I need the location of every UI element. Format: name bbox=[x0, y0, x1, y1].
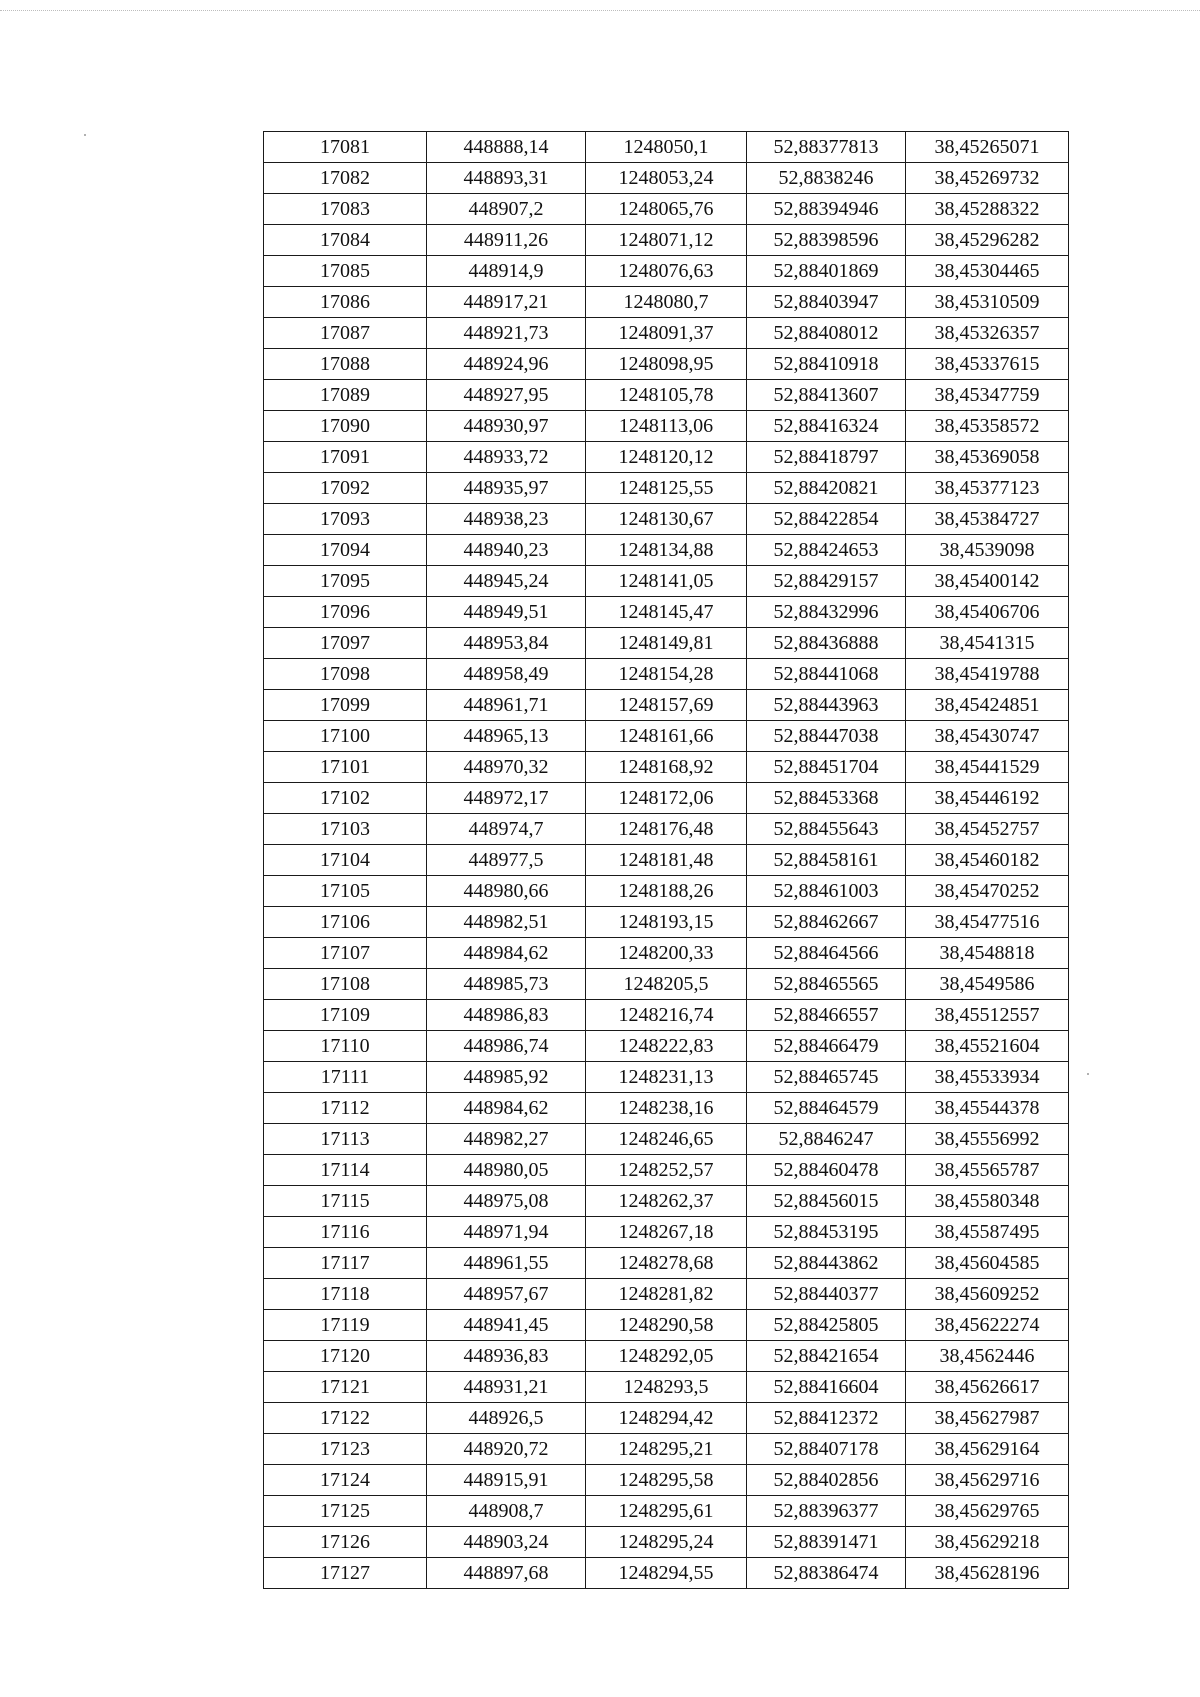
y-coordinate-cell: 1248134,88 bbox=[586, 535, 747, 566]
x-coordinate-cell: 448971,94 bbox=[427, 1217, 586, 1248]
latitude-cell: 52,88407178 bbox=[747, 1434, 906, 1465]
longitude-cell: 38,45629164 bbox=[906, 1434, 1069, 1465]
longitude-cell: 38,45544378 bbox=[906, 1093, 1069, 1124]
y-coordinate-cell: 1248294,55 bbox=[586, 1558, 747, 1589]
point-number-cell: 17115 bbox=[264, 1186, 427, 1217]
x-coordinate-cell: 448911,26 bbox=[427, 225, 586, 256]
x-coordinate-cell: 448982,51 bbox=[427, 907, 586, 938]
point-number-cell: 17108 bbox=[264, 969, 427, 1000]
point-number-cell: 17110 bbox=[264, 1031, 427, 1062]
point-number-cell: 17100 bbox=[264, 721, 427, 752]
latitude-cell: 52,88466557 bbox=[747, 1000, 906, 1031]
y-coordinate-cell: 1248050,1 bbox=[586, 132, 747, 163]
x-coordinate-cell: 448972,17 bbox=[427, 783, 586, 814]
x-coordinate-cell: 448897,68 bbox=[427, 1558, 586, 1589]
x-coordinate-cell: 448984,62 bbox=[427, 1093, 586, 1124]
longitude-cell: 38,45533934 bbox=[906, 1062, 1069, 1093]
longitude-cell: 38,45629218 bbox=[906, 1527, 1069, 1558]
x-coordinate-cell: 448945,24 bbox=[427, 566, 586, 597]
x-coordinate-cell: 448926,5 bbox=[427, 1403, 586, 1434]
longitude-cell: 38,45304465 bbox=[906, 256, 1069, 287]
y-coordinate-cell: 1248231,13 bbox=[586, 1062, 747, 1093]
y-coordinate-cell: 1248071,12 bbox=[586, 225, 747, 256]
x-coordinate-cell: 448984,62 bbox=[427, 938, 586, 969]
latitude-cell: 52,88460478 bbox=[747, 1155, 906, 1186]
latitude-cell: 52,88465745 bbox=[747, 1062, 906, 1093]
y-coordinate-cell: 1248295,21 bbox=[586, 1434, 747, 1465]
latitude-cell: 52,88441068 bbox=[747, 659, 906, 690]
y-coordinate-cell: 1248172,06 bbox=[586, 783, 747, 814]
x-coordinate-cell: 448914,9 bbox=[427, 256, 586, 287]
y-coordinate-cell: 1248252,57 bbox=[586, 1155, 747, 1186]
point-number-cell: 17109 bbox=[264, 1000, 427, 1031]
x-coordinate-cell: 448924,96 bbox=[427, 349, 586, 380]
longitude-cell: 38,45358572 bbox=[906, 411, 1069, 442]
latitude-cell: 52,88422854 bbox=[747, 504, 906, 535]
point-number-cell: 17086 bbox=[264, 287, 427, 318]
table-row bbox=[264, 876, 1069, 907]
x-coordinate-cell: 448961,55 bbox=[427, 1248, 586, 1279]
point-number-cell: 17082 bbox=[264, 163, 427, 194]
latitude-cell: 52,88386474 bbox=[747, 1558, 906, 1589]
y-coordinate-cell: 1248176,48 bbox=[586, 814, 747, 845]
longitude-cell: 38,45326357 bbox=[906, 318, 1069, 349]
y-coordinate-cell: 1248281,82 bbox=[586, 1279, 747, 1310]
table-row bbox=[264, 938, 1069, 969]
table-row bbox=[264, 659, 1069, 690]
table-row bbox=[264, 504, 1069, 535]
x-coordinate-cell: 448985,92 bbox=[427, 1062, 586, 1093]
y-coordinate-cell: 1248168,92 bbox=[586, 752, 747, 783]
point-number-cell: 17125 bbox=[264, 1496, 427, 1527]
y-coordinate-cell: 1248295,24 bbox=[586, 1527, 747, 1558]
table-row bbox=[264, 1434, 1069, 1465]
y-coordinate-cell: 1248216,74 bbox=[586, 1000, 747, 1031]
latitude-cell: 52,88410918 bbox=[747, 349, 906, 380]
table-row bbox=[264, 442, 1069, 473]
latitude-cell: 52,88391471 bbox=[747, 1527, 906, 1558]
longitude-cell: 38,45265071 bbox=[906, 132, 1069, 163]
y-coordinate-cell: 1248238,16 bbox=[586, 1093, 747, 1124]
point-number-cell: 17084 bbox=[264, 225, 427, 256]
latitude-cell: 52,88396377 bbox=[747, 1496, 906, 1527]
longitude-cell: 38,45626617 bbox=[906, 1372, 1069, 1403]
x-coordinate-cell: 448941,45 bbox=[427, 1310, 586, 1341]
point-number-cell: 17127 bbox=[264, 1558, 427, 1589]
y-coordinate-cell: 1248290,58 bbox=[586, 1310, 747, 1341]
latitude-cell: 52,88462667 bbox=[747, 907, 906, 938]
latitude-cell: 52,88398596 bbox=[747, 225, 906, 256]
latitude-cell: 52,88451704 bbox=[747, 752, 906, 783]
x-coordinate-cell: 448974,7 bbox=[427, 814, 586, 845]
longitude-cell: 38,45556992 bbox=[906, 1124, 1069, 1155]
longitude-cell: 38,45628196 bbox=[906, 1558, 1069, 1589]
longitude-cell: 38,45337615 bbox=[906, 349, 1069, 380]
coordinate-table bbox=[263, 131, 1069, 1589]
longitude-cell: 38,45477516 bbox=[906, 907, 1069, 938]
longitude-cell: 38,45452757 bbox=[906, 814, 1069, 845]
point-number-cell: 17102 bbox=[264, 783, 427, 814]
x-coordinate-cell: 448931,21 bbox=[427, 1372, 586, 1403]
y-coordinate-cell: 1248294,42 bbox=[586, 1403, 747, 1434]
longitude-cell: 38,45296282 bbox=[906, 225, 1069, 256]
x-coordinate-cell: 448930,97 bbox=[427, 411, 586, 442]
table-row bbox=[264, 349, 1069, 380]
table-row bbox=[264, 907, 1069, 938]
longitude-cell: 38,45629765 bbox=[906, 1496, 1069, 1527]
x-coordinate-cell: 448903,24 bbox=[427, 1527, 586, 1558]
scan-speck bbox=[84, 134, 86, 136]
point-number-cell: 17105 bbox=[264, 876, 427, 907]
coordinate-table-container bbox=[263, 131, 1063, 1589]
latitude-cell: 52,88447038 bbox=[747, 721, 906, 752]
latitude-cell: 52,88464566 bbox=[747, 938, 906, 969]
point-number-cell: 17103 bbox=[264, 814, 427, 845]
longitude-cell: 38,4541315 bbox=[906, 628, 1069, 659]
point-number-cell: 17112 bbox=[264, 1093, 427, 1124]
latitude-cell: 52,88436888 bbox=[747, 628, 906, 659]
longitude-cell: 38,45627987 bbox=[906, 1403, 1069, 1434]
y-coordinate-cell: 1248295,58 bbox=[586, 1465, 747, 1496]
point-number-cell: 17117 bbox=[264, 1248, 427, 1279]
longitude-cell: 38,4549586 bbox=[906, 969, 1069, 1000]
longitude-cell: 38,45629716 bbox=[906, 1465, 1069, 1496]
table-row bbox=[264, 256, 1069, 287]
y-coordinate-cell: 1248295,61 bbox=[586, 1496, 747, 1527]
latitude-cell: 52,88420821 bbox=[747, 473, 906, 504]
y-coordinate-cell: 1248098,95 bbox=[586, 349, 747, 380]
point-number-cell: 17091 bbox=[264, 442, 427, 473]
x-coordinate-cell: 448965,13 bbox=[427, 721, 586, 752]
y-coordinate-cell: 1248105,78 bbox=[586, 380, 747, 411]
longitude-cell: 38,45441529 bbox=[906, 752, 1069, 783]
longitude-cell: 38,45521604 bbox=[906, 1031, 1069, 1062]
latitude-cell: 52,88401869 bbox=[747, 256, 906, 287]
longitude-cell: 38,45369058 bbox=[906, 442, 1069, 473]
x-coordinate-cell: 448921,73 bbox=[427, 318, 586, 349]
x-coordinate-cell: 448949,51 bbox=[427, 597, 586, 628]
y-coordinate-cell: 1248292,05 bbox=[586, 1341, 747, 1372]
x-coordinate-cell: 448958,49 bbox=[427, 659, 586, 690]
point-number-cell: 17098 bbox=[264, 659, 427, 690]
longitude-cell: 38,45587495 bbox=[906, 1217, 1069, 1248]
point-number-cell: 17085 bbox=[264, 256, 427, 287]
longitude-cell: 38,45565787 bbox=[906, 1155, 1069, 1186]
x-coordinate-cell: 448920,72 bbox=[427, 1434, 586, 1465]
x-coordinate-cell: 448915,91 bbox=[427, 1465, 586, 1496]
point-number-cell: 17088 bbox=[264, 349, 427, 380]
latitude-cell: 52,88403947 bbox=[747, 287, 906, 318]
point-number-cell: 17122 bbox=[264, 1403, 427, 1434]
table-row bbox=[264, 1155, 1069, 1186]
table-row bbox=[264, 1217, 1069, 1248]
table-row bbox=[264, 1031, 1069, 1062]
longitude-cell: 38,45622274 bbox=[906, 1310, 1069, 1341]
point-number-cell: 17111 bbox=[264, 1062, 427, 1093]
point-number-cell: 17097 bbox=[264, 628, 427, 659]
x-coordinate-cell: 448986,83 bbox=[427, 1000, 586, 1031]
longitude-cell: 38,45377123 bbox=[906, 473, 1069, 504]
latitude-cell: 52,88424653 bbox=[747, 535, 906, 566]
x-coordinate-cell: 448975,08 bbox=[427, 1186, 586, 1217]
y-coordinate-cell: 1248205,5 bbox=[586, 969, 747, 1000]
longitude-cell: 38,4562446 bbox=[906, 1341, 1069, 1372]
table-row bbox=[264, 163, 1069, 194]
y-coordinate-cell: 1248141,05 bbox=[586, 566, 747, 597]
x-coordinate-cell: 448957,67 bbox=[427, 1279, 586, 1310]
x-coordinate-cell: 448888,14 bbox=[427, 132, 586, 163]
x-coordinate-cell: 448940,23 bbox=[427, 535, 586, 566]
longitude-cell: 38,45288322 bbox=[906, 194, 1069, 225]
longitude-cell: 38,4539098 bbox=[906, 535, 1069, 566]
latitude-cell: 52,88458161 bbox=[747, 845, 906, 876]
point-number-cell: 17089 bbox=[264, 380, 427, 411]
y-coordinate-cell: 1248222,83 bbox=[586, 1031, 747, 1062]
point-number-cell: 17120 bbox=[264, 1341, 427, 1372]
latitude-cell: 52,88440377 bbox=[747, 1279, 906, 1310]
x-coordinate-cell: 448986,74 bbox=[427, 1031, 586, 1062]
x-coordinate-cell: 448935,97 bbox=[427, 473, 586, 504]
table-row bbox=[264, 1248, 1069, 1279]
longitude-cell: 38,45384727 bbox=[906, 504, 1069, 535]
latitude-cell: 52,88413607 bbox=[747, 380, 906, 411]
latitude-cell: 52,88416604 bbox=[747, 1372, 906, 1403]
table-row bbox=[264, 1124, 1069, 1155]
y-coordinate-cell: 1248157,69 bbox=[586, 690, 747, 721]
y-coordinate-cell: 1248145,47 bbox=[586, 597, 747, 628]
y-coordinate-cell: 1248053,24 bbox=[586, 163, 747, 194]
y-coordinate-cell: 1248200,33 bbox=[586, 938, 747, 969]
latitude-cell: 52,88377813 bbox=[747, 132, 906, 163]
longitude-cell: 38,45604585 bbox=[906, 1248, 1069, 1279]
point-number-cell: 17090 bbox=[264, 411, 427, 442]
latitude-cell: 52,88408012 bbox=[747, 318, 906, 349]
table-row bbox=[264, 318, 1069, 349]
y-coordinate-cell: 1248267,18 bbox=[586, 1217, 747, 1248]
table-row bbox=[264, 287, 1069, 318]
y-coordinate-cell: 1248125,55 bbox=[586, 473, 747, 504]
table-row bbox=[264, 194, 1069, 225]
latitude-cell: 52,88418797 bbox=[747, 442, 906, 473]
table-row bbox=[264, 1093, 1069, 1124]
table-row bbox=[264, 1341, 1069, 1372]
point-number-cell: 17118 bbox=[264, 1279, 427, 1310]
longitude-cell: 38,45424851 bbox=[906, 690, 1069, 721]
point-number-cell: 17116 bbox=[264, 1217, 427, 1248]
latitude-cell: 52,8846247 bbox=[747, 1124, 906, 1155]
y-coordinate-cell: 1248080,7 bbox=[586, 287, 747, 318]
longitude-cell: 38,45269732 bbox=[906, 163, 1069, 194]
y-coordinate-cell: 1248161,66 bbox=[586, 721, 747, 752]
y-coordinate-cell: 1248113,06 bbox=[586, 411, 747, 442]
x-coordinate-cell: 448985,73 bbox=[427, 969, 586, 1000]
point-number-cell: 17121 bbox=[264, 1372, 427, 1403]
longitude-cell: 38,45470252 bbox=[906, 876, 1069, 907]
x-coordinate-cell: 448917,21 bbox=[427, 287, 586, 318]
longitude-cell: 38,45406706 bbox=[906, 597, 1069, 628]
y-coordinate-cell: 1248149,81 bbox=[586, 628, 747, 659]
table-row bbox=[264, 1403, 1069, 1434]
point-number-cell: 17095 bbox=[264, 566, 427, 597]
y-coordinate-cell: 1248130,67 bbox=[586, 504, 747, 535]
x-coordinate-cell: 448893,31 bbox=[427, 163, 586, 194]
x-coordinate-cell: 448936,83 bbox=[427, 1341, 586, 1372]
latitude-cell: 52,88455643 bbox=[747, 814, 906, 845]
latitude-cell: 52,88465565 bbox=[747, 969, 906, 1000]
point-number-cell: 17119 bbox=[264, 1310, 427, 1341]
y-coordinate-cell: 1248262,37 bbox=[586, 1186, 747, 1217]
point-number-cell: 17094 bbox=[264, 535, 427, 566]
point-number-cell: 17107 bbox=[264, 938, 427, 969]
point-number-cell: 17101 bbox=[264, 752, 427, 783]
longitude-cell: 38,4548818 bbox=[906, 938, 1069, 969]
point-number-cell: 17093 bbox=[264, 504, 427, 535]
table-row bbox=[264, 783, 1069, 814]
latitude-cell: 52,88412372 bbox=[747, 1403, 906, 1434]
y-coordinate-cell: 1248293,5 bbox=[586, 1372, 747, 1403]
table-row bbox=[264, 1496, 1069, 1527]
y-coordinate-cell: 1248120,12 bbox=[586, 442, 747, 473]
latitude-cell: 52,88402856 bbox=[747, 1465, 906, 1496]
longitude-cell: 38,45446192 bbox=[906, 783, 1069, 814]
x-coordinate-cell: 448953,84 bbox=[427, 628, 586, 659]
table-row bbox=[264, 1527, 1069, 1558]
latitude-cell: 52,88394946 bbox=[747, 194, 906, 225]
latitude-cell: 52,88461003 bbox=[747, 876, 906, 907]
table-row bbox=[264, 752, 1069, 783]
table-row bbox=[264, 628, 1069, 659]
y-coordinate-cell: 1248246,65 bbox=[586, 1124, 747, 1155]
longitude-cell: 38,45419788 bbox=[906, 659, 1069, 690]
table-row bbox=[264, 225, 1069, 256]
y-coordinate-cell: 1248278,68 bbox=[586, 1248, 747, 1279]
table-row bbox=[264, 597, 1069, 628]
point-number-cell: 17087 bbox=[264, 318, 427, 349]
point-number-cell: 17114 bbox=[264, 1155, 427, 1186]
latitude-cell: 52,88456015 bbox=[747, 1186, 906, 1217]
latitude-cell: 52,88443862 bbox=[747, 1248, 906, 1279]
y-coordinate-cell: 1248076,63 bbox=[586, 256, 747, 287]
longitude-cell: 38,45400142 bbox=[906, 566, 1069, 597]
latitude-cell: 52,8838246 bbox=[747, 163, 906, 194]
longitude-cell: 38,45310509 bbox=[906, 287, 1069, 318]
table-row bbox=[264, 566, 1069, 597]
latitude-cell: 52,88453195 bbox=[747, 1217, 906, 1248]
point-number-cell: 17104 bbox=[264, 845, 427, 876]
table-row bbox=[264, 690, 1069, 721]
table-row bbox=[264, 1186, 1069, 1217]
latitude-cell: 52,88464579 bbox=[747, 1093, 906, 1124]
latitude-cell: 52,88443963 bbox=[747, 690, 906, 721]
point-number-cell: 17081 bbox=[264, 132, 427, 163]
y-coordinate-cell: 1248181,48 bbox=[586, 845, 747, 876]
y-coordinate-cell: 1248188,26 bbox=[586, 876, 747, 907]
table-row bbox=[264, 845, 1069, 876]
x-coordinate-cell: 448982,27 bbox=[427, 1124, 586, 1155]
longitude-cell: 38,45580348 bbox=[906, 1186, 1069, 1217]
table-row bbox=[264, 380, 1069, 411]
point-number-cell: 17083 bbox=[264, 194, 427, 225]
y-coordinate-cell: 1248091,37 bbox=[586, 318, 747, 349]
point-number-cell: 17113 bbox=[264, 1124, 427, 1155]
y-coordinate-cell: 1248065,76 bbox=[586, 194, 747, 225]
table-row bbox=[264, 1558, 1069, 1589]
table-row bbox=[264, 473, 1069, 504]
latitude-cell: 52,88432996 bbox=[747, 597, 906, 628]
x-coordinate-cell: 448907,2 bbox=[427, 194, 586, 225]
latitude-cell: 52,88466479 bbox=[747, 1031, 906, 1062]
point-number-cell: 17126 bbox=[264, 1527, 427, 1558]
latitude-cell: 52,88421654 bbox=[747, 1341, 906, 1372]
y-coordinate-cell: 1248154,28 bbox=[586, 659, 747, 690]
point-number-cell: 17124 bbox=[264, 1465, 427, 1496]
latitude-cell: 52,88416324 bbox=[747, 411, 906, 442]
table-row bbox=[264, 132, 1069, 163]
x-coordinate-cell: 448938,23 bbox=[427, 504, 586, 535]
longitude-cell: 38,45512557 bbox=[906, 1000, 1069, 1031]
latitude-cell: 52,88453368 bbox=[747, 783, 906, 814]
table-row bbox=[264, 814, 1069, 845]
table-row bbox=[264, 1062, 1069, 1093]
point-number-cell: 17123 bbox=[264, 1434, 427, 1465]
x-coordinate-cell: 448980,66 bbox=[427, 876, 586, 907]
scan-speck bbox=[1087, 1073, 1089, 1075]
page-top-edge-line bbox=[0, 10, 1200, 11]
x-coordinate-cell: 448980,05 bbox=[427, 1155, 586, 1186]
longitude-cell: 38,45347759 bbox=[906, 380, 1069, 411]
x-coordinate-cell: 448970,32 bbox=[427, 752, 586, 783]
longitude-cell: 38,45460182 bbox=[906, 845, 1069, 876]
coordinate-table-body bbox=[264, 132, 1069, 1589]
table-row bbox=[264, 1465, 1069, 1496]
y-coordinate-cell: 1248193,15 bbox=[586, 907, 747, 938]
x-coordinate-cell: 448908,7 bbox=[427, 1496, 586, 1527]
table-row bbox=[264, 1279, 1069, 1310]
table-row bbox=[264, 721, 1069, 752]
latitude-cell: 52,88425805 bbox=[747, 1310, 906, 1341]
latitude-cell: 52,88429157 bbox=[747, 566, 906, 597]
point-number-cell: 17106 bbox=[264, 907, 427, 938]
point-number-cell: 17096 bbox=[264, 597, 427, 628]
longitude-cell: 38,45430747 bbox=[906, 721, 1069, 752]
x-coordinate-cell: 448927,95 bbox=[427, 380, 586, 411]
table-row bbox=[264, 1310, 1069, 1341]
table-row bbox=[264, 535, 1069, 566]
table-row bbox=[264, 1372, 1069, 1403]
longitude-cell: 38,45609252 bbox=[906, 1279, 1069, 1310]
x-coordinate-cell: 448933,72 bbox=[427, 442, 586, 473]
table-row bbox=[264, 969, 1069, 1000]
point-number-cell: 17092 bbox=[264, 473, 427, 504]
table-row bbox=[264, 411, 1069, 442]
point-number-cell: 17099 bbox=[264, 690, 427, 721]
x-coordinate-cell: 448961,71 bbox=[427, 690, 586, 721]
x-coordinate-cell: 448977,5 bbox=[427, 845, 586, 876]
table-row bbox=[264, 1000, 1069, 1031]
